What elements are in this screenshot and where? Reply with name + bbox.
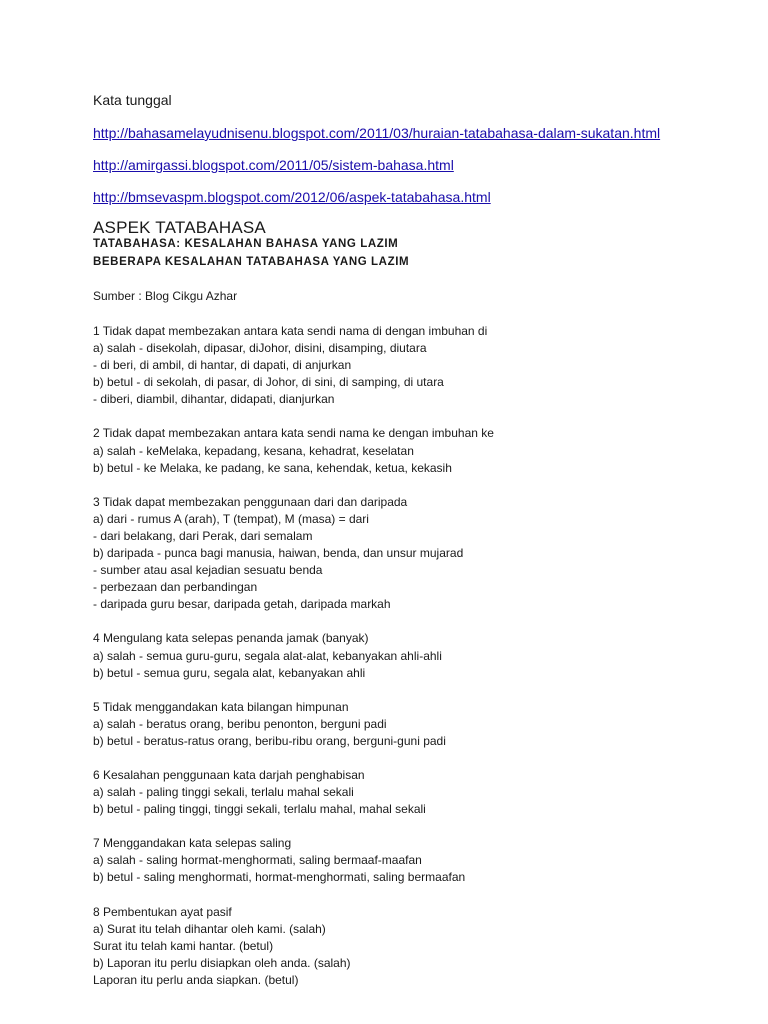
rule-line: Surat itu telah kami hantar. (betul) <box>93 938 274 953</box>
rule-section <box>93 630 753 681</box>
rule-line: - daripada guru besar, daripada getah, daripada markah <box>93 597 391 612</box>
rule-line: a) salah - semua guru-guru, segala alat-alat, kebanyakan ahli-ahli <box>93 648 442 663</box>
reference-link[interactable]: http://bahasamelayudnisenu.blogspot.com/2011/03/huraian-tatabahasa-dalam-sukatan.html <box>93 125 661 141</box>
rule-line: - sumber atau asal kejadian sesuatu benda <box>93 563 323 578</box>
page-heading: Kata tunggal <box>93 92 172 108</box>
rule-line: b) betul - di sekolah, di pasar, di Johor, di sini, di samping, di utara <box>93 375 444 390</box>
rule-line: a) salah - beratus orang, beribu penonton, berguni padi <box>93 716 387 731</box>
rule-heading: 5 Tidak menggandakan kata bilangan himpunan <box>93 699 349 714</box>
section-title: ASPEK TATABAHASA <box>93 218 266 237</box>
rule-section <box>93 767 753 818</box>
reference-link[interactable]: http://bmsevaspm.blogspot.com/2012/06/aspek-tatabahasa.html <box>93 189 491 205</box>
rule-section <box>93 835 753 886</box>
rule-heading: 7 Menggandakan kata selepas saling <box>93 836 292 851</box>
rule-line: a) salah - saling hormat-menghormati, saling bermaaf-maafan <box>93 853 422 868</box>
rule-line: - dari belakang, dari Perak, dari semalam <box>93 528 313 543</box>
rule-heading: 6 Kesalahan penggunaan kata darjah penghabisan <box>93 767 365 782</box>
rule-section <box>93 699 753 750</box>
rule-line: - diberi, diambil, dihantar, didapati, dianjurkan <box>93 392 335 407</box>
rule-section <box>93 904 753 989</box>
rule-heading: 1 Tidak dapat membezakan antara kata sendi nama di dengan imbuhan di <box>93 324 488 338</box>
rule-heading: 2 Tidak dapat membezakan antara kata sendi nama ke dengan imbuhan ke <box>93 426 494 441</box>
rule-line: a) dari - rumus A (arah), T (tempat), M (masa) = dari <box>93 511 369 526</box>
rule-heading: 3 Tidak dapat membezakan penggunaan dari dan daripada <box>93 494 408 509</box>
rule-line: a) salah - keMelaka, kepadang, kesana, kehadrat, keselatan <box>93 443 414 458</box>
rule-line: b) betul - ke Melaka, ke padang, ke sana, kehendak, ketua, kekasih <box>93 460 452 475</box>
rule-heading: 4 Mengulang kata selepas penanda jamak (banyak) <box>93 631 369 646</box>
rule-line: a) salah - disekolah, dipasar, diJohor, disini, disamping, diutara <box>93 341 427 356</box>
rule-section <box>93 323 753 408</box>
rule-line: b) Laporan itu perlu disiapkan oleh anda. (salah) <box>93 955 351 970</box>
rule-line: a) Surat itu telah dihantar oleh kami. (salah) <box>93 921 326 936</box>
rule-line: b) betul - saling menghormati, hormat-menghormati, saling bermaafan <box>93 870 466 885</box>
rule-line: b) betul - beratus-ratus orang, beribu-ribu orang, berguni-guni padi <box>93 733 446 748</box>
rule-section <box>93 494 753 614</box>
rule-section <box>93 425 753 476</box>
rule-line: b) betul - paling tinggi, tinggi sekali, terlalu mahal, mahal sekali <box>93 802 426 817</box>
reference-link[interactable]: http://amirgassi.blogspot.com/2011/05/sistem-bahasa.html <box>93 157 454 173</box>
rule-line: - di beri, di ambil, di hantar, di dapati, di anjurkan <box>93 358 352 373</box>
rule-line: Laporan itu perlu anda siapkan. (betul) <box>93 972 299 987</box>
subtitle: BEBERAPA KESALAHAN TATABAHASA YANG LAZIM <box>93 256 410 268</box>
rule-line: b) betul - semua guru, segala alat, kebanyakan ahli <box>93 665 366 680</box>
rule-line: a) salah - paling tinggi sekali, terlalu mahal sekali <box>93 785 354 800</box>
link-list <box>93 123 660 219</box>
subtitle: TATABAHASA: KESALAHAN BAHASA YANG LAZIM <box>93 238 399 250</box>
rule-line: - perbezaan dan perbandingan <box>93 580 258 595</box>
rule-heading: 8 Pembentukan ayat pasif <box>93 904 232 919</box>
content-body <box>93 323 753 1006</box>
source-line: Sumber : Blog Cikgu Azhar <box>93 289 238 303</box>
rule-line: b) daripada - punca bagi manusia, haiwan, benda, dan unsur mujarad <box>93 546 464 561</box>
